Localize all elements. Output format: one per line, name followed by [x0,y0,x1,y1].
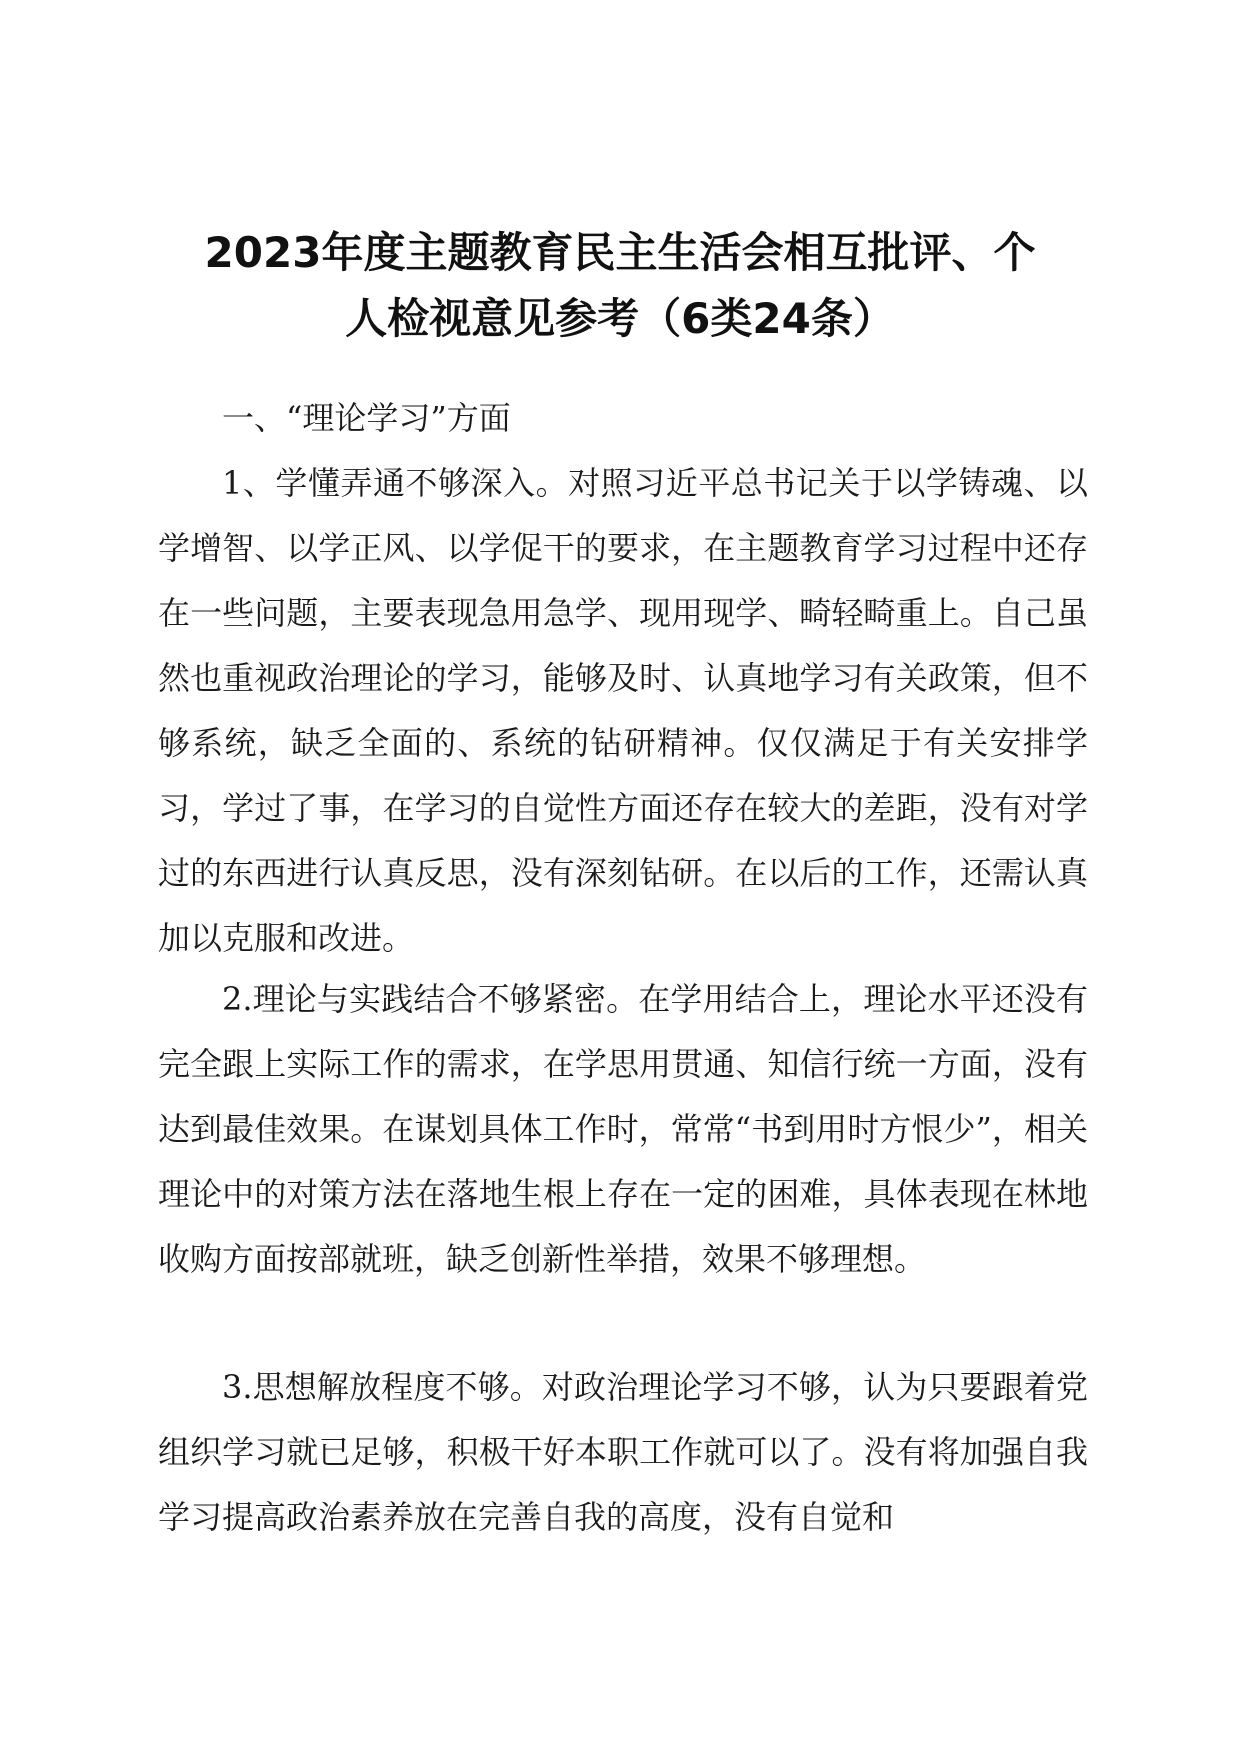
paragraph-2: 2.理论与实践结合不够紧密。在学用结合上，理论水平还没有完全跟上实际工作的需求，在学思用贯通、知信行统一方面，没有达到最佳效果。在谋划具体工作时，常常“书到用时方恨少”，相关理论中的对策方法在落地生根上存在一定的困难，具体表现在林地收购方面按部就班，缺乏创新性举措，效果不够理想。 [158,980,1088,1278]
section-heading: 一、“理论学习”方面 [222,399,511,437]
document-title [150,220,1090,352]
paragraph-3: 3.思想解放程度不够。对政治理论学习不够，认为只要跟着党组织学习就已足够，积极干好本职工作就可以了。没有将加强自我学习提高政治素养放在完善自我的高度，没有自觉和 [158,1368,1088,1536]
paragraph-1: 1、学懂弄通不够深入。对照习近平总书记关于以学铸魂、以学增智、以学正风、以学促干的要求，在主题教育学习过程中还存在一些问题，主要表现急用急学、现用现学、畸轻畸重上。自己虽然也重视政治理论的学习，能够及时、认真地学习有关政策，但不够系统，缺乏全面的、系统的钻研精神。仅仅满足于有关安排学习，学过了事，在学习的自觉性方面还存在较大的差距，没有对学过的东西进行认真反思，没有深刻钻研。在以后的工作，还需认真加以克服和改进。 [158,464,1088,957]
title-line-1: 2023年度主题教育民主生活会相互批评、个 [204,228,1036,277]
title-line-2: 人检视意见参考（6类24条） [345,294,895,343]
